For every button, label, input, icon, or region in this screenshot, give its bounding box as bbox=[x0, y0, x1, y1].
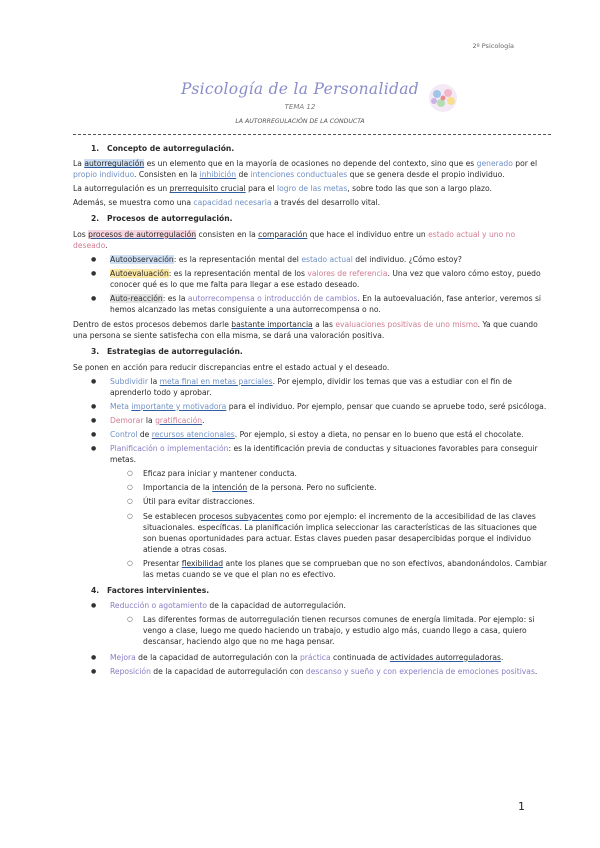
list-item: ● Autoevaluación: es la representación mental de los valores de referencia. Una vez que valoro cómo estoy, puedo conocer qué es lo que me falta para llegar a ese estado deseado. bbox=[73, 268, 551, 290]
process-list bbox=[73, 254, 551, 315]
paragraph: Además, se muestra como una capacidad necesaria a través del desarrollo vital. bbox=[73, 198, 381, 208]
sublist-item: ○ Útil para evitar distracciones. bbox=[73, 496, 551, 507]
section-heading-4: 4. Factores intervinientes. bbox=[91, 586, 210, 596]
list-item: ● Demorar la gratificación. bbox=[73, 415, 551, 426]
section-heading-3: 3. Estrategias de autorregulación. bbox=[91, 347, 243, 357]
factor-list bbox=[73, 600, 551, 677]
page-number: 1 bbox=[518, 800, 525, 813]
header-divider bbox=[73, 134, 551, 135]
sublist-item: ○ Presentar flexibilidad ante los planes que se comprueban que no son efectivos, abandonándolos. Cambiar las metas cuando se ve que el plan no es efectivo. bbox=[73, 558, 551, 580]
depletion-sublist bbox=[73, 614, 551, 647]
document-body bbox=[73, 138, 551, 681]
list-item: ● Subdividir la meta final en metas parciales. Por ejemplo, dividir los temas que vas a estudiar con el fin de aprenderlo todo y aprobar. bbox=[73, 376, 551, 398]
list-item: ● Mejora de la capacidad de autorregulación con la práctica continuada de actividades autorreguladoras. bbox=[73, 652, 551, 663]
topic-title: LA AUTORREGULACIÓN DE LA CONDUCTA bbox=[235, 118, 365, 125]
paragraph: Se ponen en acción para reducir discrepancias entre el estado actual y el deseado. bbox=[73, 362, 390, 372]
course-label: 2º Psicología bbox=[472, 42, 514, 50]
list-item: ● Control de recursos atencionales. Por ejemplo, si estoy a dieta, no pensar en lo bueno que está el chocolate. bbox=[73, 429, 551, 440]
sublist-item: ○ Importancia de la intención de la persona. Pero no suficiente. bbox=[73, 482, 551, 493]
planning-sublist bbox=[73, 468, 551, 580]
paragraph: Dentro de estos procesos debemos darle bastante importancia a las evaluaciones positivas de uno mismo. Ya que cuando una persona se siente satisfecha con ella misma, se dará una valoración positiva. bbox=[73, 320, 538, 341]
paragraph: La autorregulación es un prerrequisito crucial para el logro de las metas, sobre todo las que son a largo plazo. bbox=[73, 184, 492, 194]
paragraph: La autorregulación es un elemento que en la mayoría de ocasiones no depende del contexto, sino que es generado por el propio individuo. Consisten en la inhibición de intenciones conductuales que se genera desde el propio individuo. bbox=[73, 159, 538, 180]
list-item: ● Autoobservación: es la representación mental del estado actual del individuo. ¿Cómo estoy? bbox=[73, 254, 551, 265]
document-title: Psicología de la Personalidad bbox=[181, 80, 419, 98]
paragraph: Los procesos de autorregulación consisten en la comparación que hace el individuo entre un estado actual y uno no deseado. bbox=[73, 229, 516, 250]
sublist-item: ○ Las diferentes formas de autorregulación tienen recursos comunes de energía limitada. Por ejemplo: si vengo a clase, luego me quedo haciendo un trabajo, y estudio algo más, cuando llego a casa, quiero descansar, haciendo algo que no me haga pensar. bbox=[73, 614, 551, 647]
list-item: ● Meta importante y motivadora para el individuo. Por ejemplo, pensar que cuando se apruebe todo, seré psicóloga. bbox=[73, 401, 551, 412]
list-item: ● Auto-reacción: es la autorrecompensa o introducción de cambios. En la autoevaluación, fase anterior, veremos si hemos alcanzado las metas consiguiente a una autorrecompensa o no. bbox=[73, 293, 551, 315]
list-item: ● Planificación o implementación: es la identificación previa de conductas y situaciones favorables para conseguir metas. ○ Eficaz para iniciar y mantener conducta. ○ Importancia de la intención de la persona. Pero no suficiente. ○ Útil para evitar distracciones. ○ Se establecen procesos subyacentes como por ejemplo: el incremento de la accesibilidad de las claves situacionales. específicas. La planificación implica seleccionar las características de las situaciones que son buenas oportunidades para actuar. Estas claves pueden pasar desapercibidas porque el individuo atiende a otras cosas. ○ Presentar flexibilidad ante los planes que se comprueban que no son efectivos, abandonándolos. Cambiar las metas cuando se ve que el plan no es efectivo. bbox=[73, 443, 551, 580]
list-item: ● Reposición de la capacidad de autorregulación con descanso y sueño y con experiencia de emociones positivas. bbox=[73, 666, 551, 677]
list-item: ● Reducción o agotamiento de la capacidad de autorregulación. ○ Las diferentes formas de autorregulación tienen recursos comunes de energía limitada. Por ejemplo: si vengo a clase, luego me quedo haciendo un trabajo, y estudio algo más, cuando llego a casa, quiero descansar, haciendo algo que no me haga pensar. bbox=[73, 600, 551, 647]
sublist-item: ○ Se establecen procesos subyacentes como por ejemplo: el incremento de la accesibilidad de las claves situacionales. específicas. La planificación implica seleccionar las características de las situaciones que son buenas oportunidades para actuar. Estas claves pueden pasar desapercibidas porque el individuo atiende a otras cosas. bbox=[73, 511, 551, 555]
section-heading-1: 1. Concepto de autorregulación. bbox=[91, 144, 235, 153]
sublist-item: ○ Eficaz para iniciar y mantener conducta. bbox=[73, 468, 551, 479]
strategy-list bbox=[73, 376, 551, 581]
topic-number: TEMA 12 bbox=[284, 103, 316, 111]
section-heading-2: 2. Procesos de autorregulación. bbox=[91, 214, 233, 224]
